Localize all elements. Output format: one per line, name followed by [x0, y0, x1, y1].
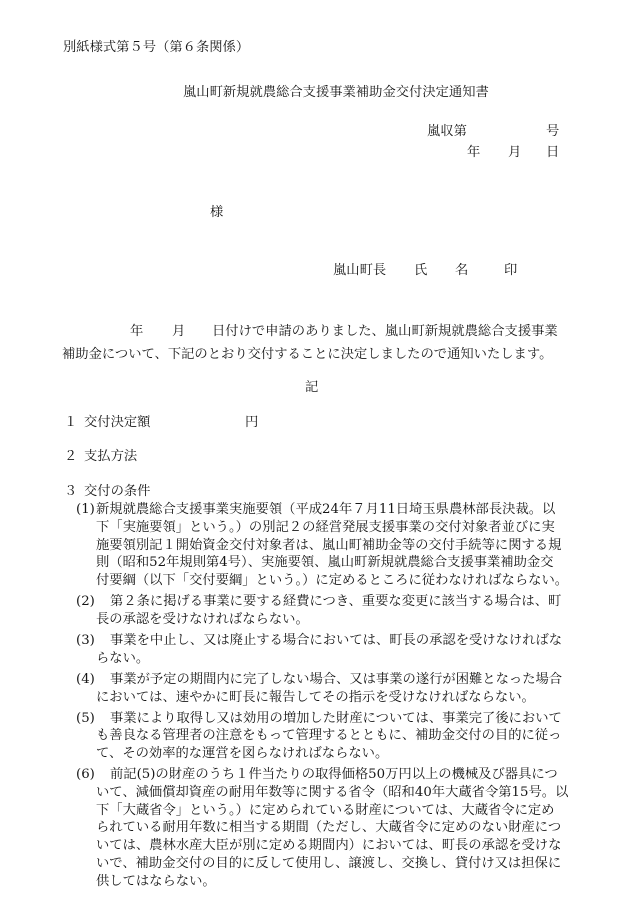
condition-line: て、その効率的な運営を図らなければならない。	[96, 746, 389, 762]
condition-line: いで、補助金交付の目的に反して使用し、譲渡し、交換し、貸付け又は担保に	[96, 856, 562, 872]
condition-line: においては、速やかに町長に報告してその指示を受けなければならない。	[96, 689, 535, 705]
ki-heading: 記	[305, 380, 319, 395]
date-year-label: 年	[467, 145, 481, 160]
condition-item	[76, 671, 596, 707]
condition-line: 第２条に掲げる事業に要する経費につき、重要な変更に該当する場合は、町	[110, 594, 562, 610]
condition-line: らない。	[96, 650, 150, 666]
section-number: １	[64, 415, 78, 430]
document-number-suffix: 号	[546, 124, 560, 139]
condition-line: 新規就農総合支援事業実施要領（平成24年７月11日埼玉県農林部長決裁。以	[96, 502, 556, 517]
condition-line: 事業が予定の期間内に完了しない場合、又は事業の遂行が困難となった場合	[110, 671, 563, 687]
condition-item	[76, 501, 596, 590]
document-number-prefix: 嵐収第	[427, 124, 467, 139]
condition-item	[76, 632, 596, 668]
condition-line: 下「実施要領」という。）の別記２の経営発展支援事業の交付対象者並びに実	[96, 519, 555, 535]
section-conditions-label: 交付の条件	[84, 484, 151, 499]
condition-line: 事業を中止し、又は廃止する場合においては、町長の承認を受けなければな	[110, 632, 563, 648]
section-grant-amount-unit: 円	[245, 415, 259, 430]
condition-marker: (3)	[76, 632, 95, 648]
condition-marker: (5)	[76, 710, 95, 726]
condition-marker: (1)	[76, 502, 95, 517]
condition-line: 前記(5)の財産のうち１件当たりの取得価格50万円以上の機械及び器具につ	[110, 767, 558, 783]
condition-item	[76, 766, 596, 891]
body-line-2: 補助金について、下記のとおり交付することに決定しましたので通知いたします。	[62, 347, 553, 362]
condition-item	[76, 593, 596, 629]
sender-title: 嵐山町長	[333, 263, 387, 278]
condition-line: 長の承認を受けなければならない。	[96, 611, 309, 627]
sender-name-label-1: 氏	[414, 263, 428, 278]
document-title: 嵐山町新規就農総合支援事業補助金交付決定通知書	[183, 85, 489, 100]
condition-line: いて、減価償却資産の耐用年数等に関する省令（昭和40年大蔵省令第15号。以	[96, 784, 569, 800]
recipient-honorific: 様	[210, 205, 224, 220]
body-line-1: 日付けで申請のありました、嵐山町新規就農総合支援事業	[212, 324, 558, 339]
date-month-label: 月	[508, 145, 522, 160]
date-day-label: 日	[546, 145, 560, 160]
form-label: 別紙様式第５号（第６条関係）	[63, 40, 250, 55]
condition-marker: (6)	[76, 767, 95, 783]
condition-marker: (4)	[76, 671, 95, 687]
condition-line: いては、農林水産大臣が別に定める期間内）においては、町長の承認を受けな	[96, 838, 562, 854]
condition-line: も善良なる管理者の注意をもって管理するとともに、補助金交付の目的に従っ	[96, 728, 562, 744]
body-month-label: 月	[172, 324, 186, 339]
section-payment-method-label: 支払方法	[84, 449, 138, 464]
section-number: ２	[64, 449, 78, 464]
condition-item	[76, 710, 596, 763]
section-number: ３	[64, 484, 78, 499]
condition-line: 付要綱（以下「交付要綱」という。）に定めるところに従わなければならない。	[96, 573, 569, 589]
conditions-list	[76, 501, 596, 891]
condition-line: 下「大蔵省令」という。）に定められている財産については、大蔵省令に定め	[96, 802, 555, 818]
condition-line: られている耐用年数に相当する期間（ただし、大蔵省令に定めのない財産につ	[96, 820, 562, 836]
section-grant-amount-label: 交付決定額	[84, 415, 151, 430]
body-year-label: 年	[130, 324, 144, 339]
condition-line: 供してはならない。	[96, 873, 216, 889]
sender-name-label-2: 名	[455, 263, 469, 278]
condition-line: 事業により取得し又は効用の増加した財産については、事業完了後において	[110, 710, 562, 726]
condition-line: 則（昭和52年規則第4号）、実施要領、嵐山町新規就農総合支援事業補助金交	[96, 555, 554, 571]
seal-mark: 印	[504, 263, 518, 278]
condition-marker: (2)	[76, 594, 95, 610]
condition-line: 施要領別記１開始資金交付対象者は、嵐山町補助金等の交付手続等に関する規	[96, 537, 562, 553]
